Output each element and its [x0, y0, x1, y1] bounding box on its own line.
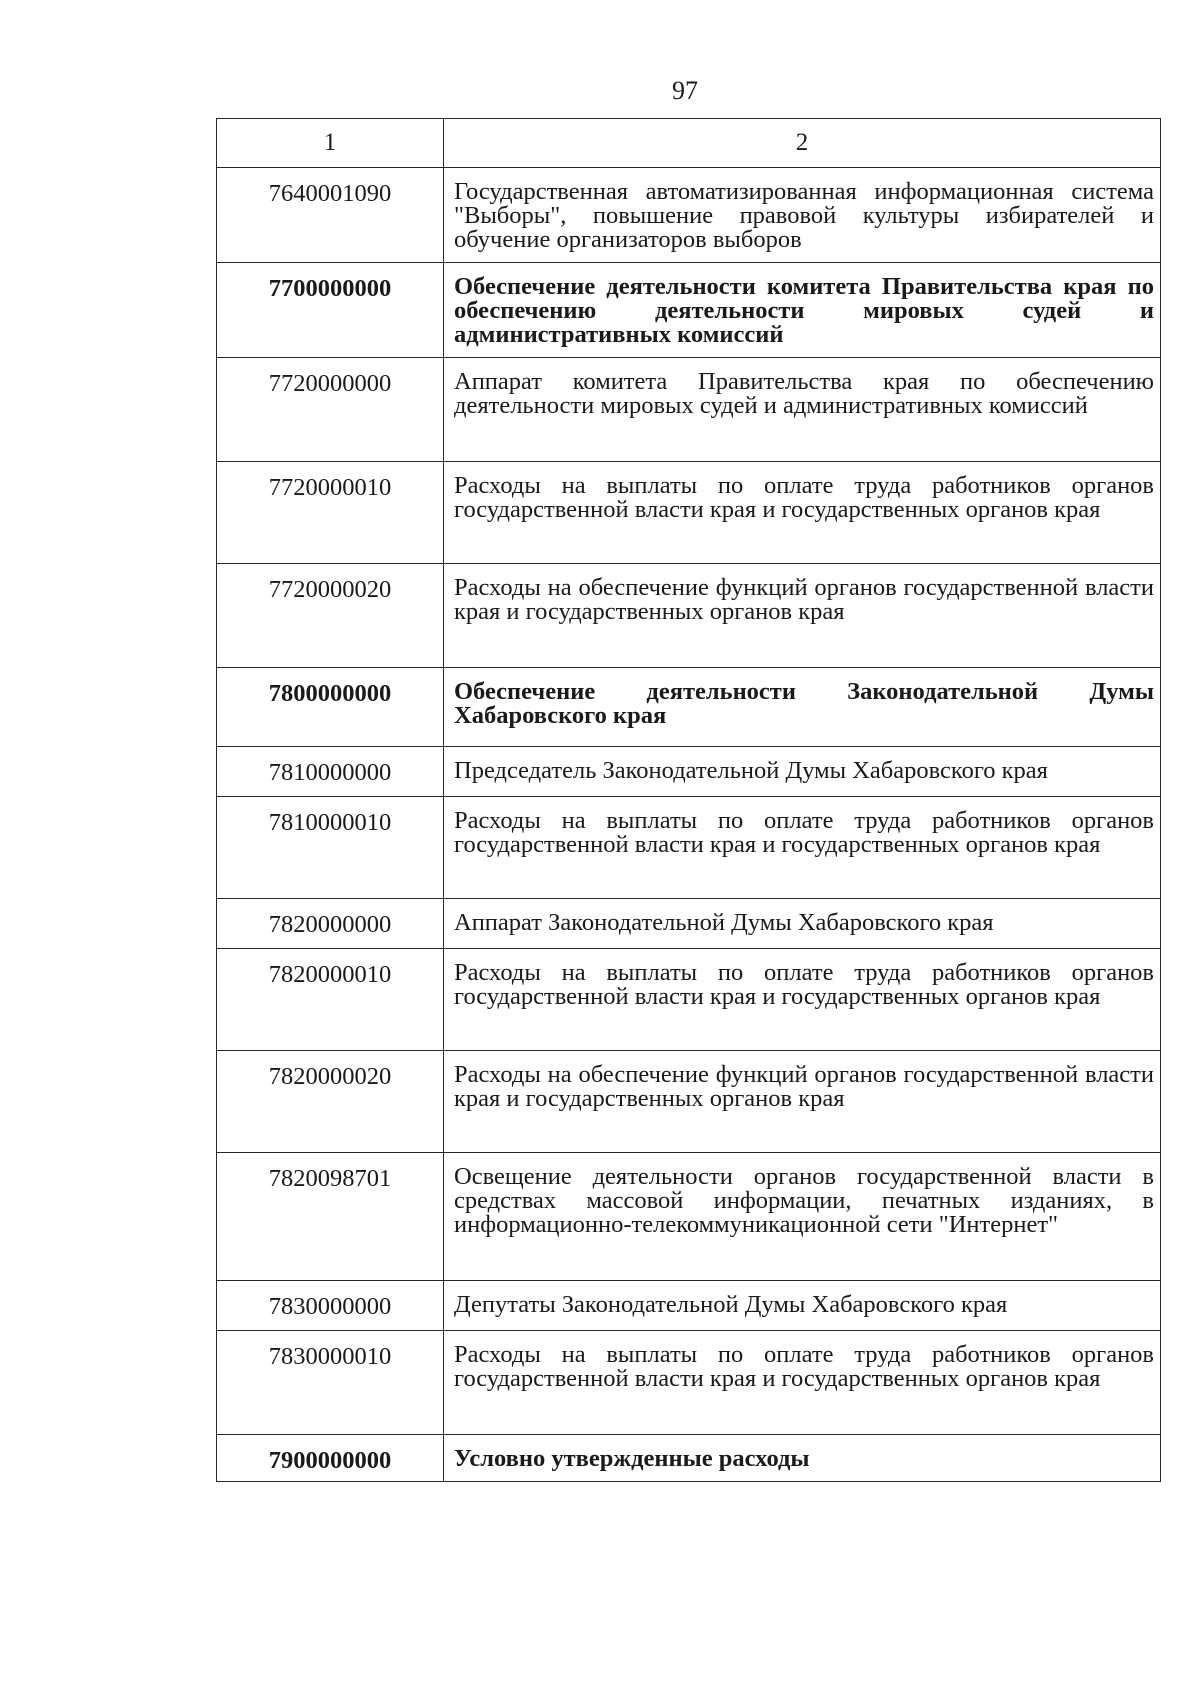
- row-description: Обеспечение деятельности Законодательной Думы Хабаровского края: [444, 668, 1161, 747]
- row-code: 7820098701: [217, 1153, 444, 1281]
- page-number: 97: [672, 76, 698, 105]
- table-row: [217, 1435, 1161, 1482]
- row-code: 7820000020: [217, 1051, 444, 1153]
- row-code: 7720000000: [217, 358, 444, 462]
- table-row: [217, 168, 1161, 263]
- table-row: [217, 949, 1161, 1051]
- column-header-description: 2: [444, 119, 1161, 168]
- row-description: Аппарат Законодательной Думы Хабаровского края: [444, 899, 1161, 949]
- table-row: [217, 358, 1161, 462]
- table-row: [217, 797, 1161, 899]
- row-code: 7700000000: [217, 263, 444, 358]
- row-code: 7810000000: [217, 747, 444, 797]
- table-row: [217, 1051, 1161, 1153]
- row-description: Аппарат комитета Правительства края по обеспечению деятельности мировых судей и административных комиссий: [444, 358, 1161, 462]
- table-row: [217, 747, 1161, 797]
- table-row: [217, 1281, 1161, 1331]
- row-code: 7800000000: [217, 668, 444, 747]
- table-row: [217, 1153, 1161, 1281]
- table-row: [217, 263, 1161, 358]
- row-description: Условно утвержденные расходы: [444, 1435, 1161, 1482]
- budget-classification-table: [216, 118, 1161, 1482]
- row-description: Расходы на выплаты по оплате труда работников органов государственной власти края и государственных органов края: [444, 797, 1161, 899]
- row-code: 7720000020: [217, 564, 444, 668]
- row-description: Государственная автоматизированная информационная система "Выборы", повышение правовой культуры избирателей и обучение организаторов выборов: [444, 168, 1161, 263]
- table-row: [217, 564, 1161, 668]
- row-description: Освещение деятельности органов государственной власти в средствах массовой информации, печатных изданиях, в информационно-телекоммуникационной сети "Интернет": [444, 1153, 1161, 1281]
- row-code: 7810000010: [217, 797, 444, 899]
- table-row: [217, 899, 1161, 949]
- table-row: [217, 462, 1161, 564]
- row-description: Расходы на выплаты по оплате труда работников органов государственной власти края и государственных органов края: [444, 949, 1161, 1051]
- row-description: Председатель Законодательной Думы Хабаровского края: [444, 747, 1161, 797]
- row-code: 7640001090: [217, 168, 444, 263]
- row-description: Обеспечение деятельности комитета Правительства края по обеспечению деятельности мировых судей и административных комиссий: [444, 263, 1161, 358]
- row-code: 7830000000: [217, 1281, 444, 1331]
- row-description: Расходы на выплаты по оплате труда работников органов государственной власти края и государственных органов края: [444, 462, 1161, 564]
- row-description: Расходы на обеспечение функций органов государственной власти края и государственных органов края: [444, 564, 1161, 668]
- table-row: [217, 668, 1161, 747]
- column-header-code: 1: [217, 119, 444, 168]
- row-description: Депутаты Законодательной Думы Хабаровского края: [444, 1281, 1161, 1331]
- row-description: Расходы на выплаты по оплате труда работников органов государственной власти края и государственных органов края: [444, 1331, 1161, 1435]
- row-code: 7720000010: [217, 462, 444, 564]
- row-code: 7820000010: [217, 949, 444, 1051]
- table-header-row: [217, 119, 1161, 168]
- row-description: Расходы на обеспечение функций органов государственной власти края и государственных органов края: [444, 1051, 1161, 1153]
- row-code: 7820000000: [217, 899, 444, 949]
- row-code: 7830000010: [217, 1331, 444, 1435]
- table-row: [217, 1331, 1161, 1435]
- row-code: 7900000000: [217, 1435, 444, 1482]
